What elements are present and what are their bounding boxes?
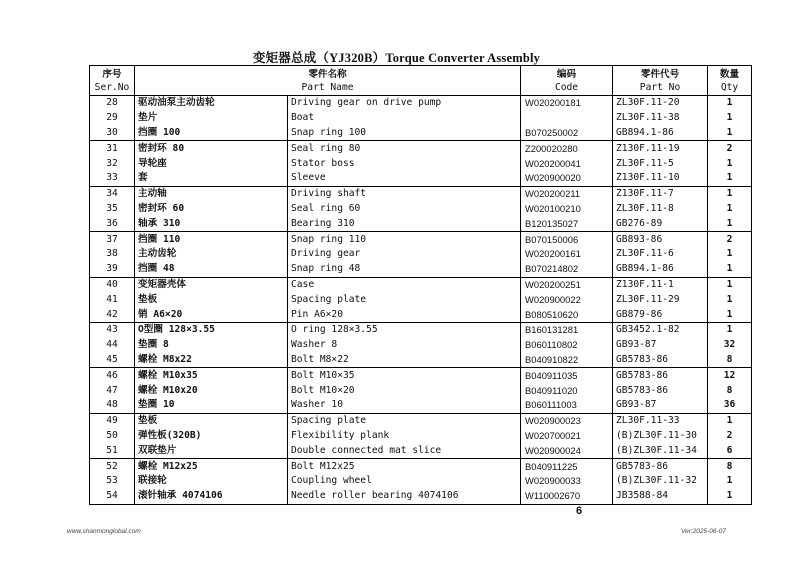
quantity: 1 bbox=[708, 322, 752, 337]
ser-no: 39 bbox=[90, 262, 135, 277]
part-name-cn: 弹性板(320B) bbox=[135, 429, 288, 444]
quantity: 1 bbox=[708, 474, 752, 489]
part-name-en: Needle roller bearing 4074106 bbox=[288, 489, 521, 504]
part-number: ZL30F.11-33 bbox=[613, 413, 708, 428]
part-name-en: Case bbox=[288, 277, 521, 292]
ser-no: 54 bbox=[90, 489, 135, 504]
part-code: B120135027 bbox=[521, 216, 613, 231]
part-name-cn: 主动轴 bbox=[135, 186, 288, 201]
ser-no: 52 bbox=[90, 459, 135, 474]
part-name-en: Boat bbox=[288, 111, 521, 126]
part-name-cn: 变矩器壳体 bbox=[135, 277, 288, 292]
header-part-no bbox=[613, 66, 708, 96]
part-code: B070250002 bbox=[521, 126, 613, 141]
page-number: 6 bbox=[576, 505, 583, 517]
ser-no: 40 bbox=[90, 277, 135, 292]
part-name-en: Stator boss bbox=[288, 156, 521, 171]
quantity: 1 bbox=[708, 307, 752, 322]
table-row bbox=[90, 307, 752, 322]
part-name-cn: 滚针轴承 4074106 bbox=[135, 489, 288, 504]
part-code: B040911020 bbox=[521, 383, 613, 398]
table-row bbox=[90, 413, 752, 428]
part-number: ZL30F.11-20 bbox=[613, 96, 708, 111]
part-code: W020200181 bbox=[521, 96, 613, 111]
part-number: ZL30F.11-6 bbox=[613, 247, 708, 262]
header-ser-cn: 序号 bbox=[102, 68, 122, 80]
part-number: Z130F.11-1 bbox=[613, 277, 708, 292]
ser-no: 45 bbox=[90, 353, 135, 368]
ser-no: 53 bbox=[90, 474, 135, 489]
header-ser-en: Ser.No bbox=[94, 81, 130, 93]
part-name-cn: 密封环 60 bbox=[135, 202, 288, 217]
part-name-en: Driving gear on drive pump bbox=[288, 96, 521, 111]
part-name-cn: 挡圈 110 bbox=[135, 232, 288, 247]
part-code: W020200041 bbox=[521, 156, 613, 171]
ser-no: 34 bbox=[90, 186, 135, 201]
part-name-en: Spacing plate bbox=[288, 413, 521, 428]
part-code: W020900022 bbox=[521, 292, 613, 307]
part-code: B060110802 bbox=[521, 338, 613, 353]
part-name-en: Washer 8 bbox=[288, 338, 521, 353]
part-code: Z200020280 bbox=[521, 141, 613, 156]
quantity: 8 bbox=[708, 353, 752, 368]
header-qty-en: Qty bbox=[720, 81, 739, 93]
part-number: (B)ZL30F.11-32 bbox=[613, 474, 708, 489]
part-name-cn: 驱动油泵主动齿轮 bbox=[135, 96, 288, 111]
table-row bbox=[90, 186, 752, 201]
part-code: W020900024 bbox=[521, 443, 613, 458]
ser-no: 48 bbox=[90, 398, 135, 413]
part-number: JB3588-84 bbox=[613, 489, 708, 504]
part-code: B160131281 bbox=[521, 322, 613, 337]
part-name-en: Washer 10 bbox=[288, 398, 521, 413]
part-code: W020900033 bbox=[521, 474, 613, 489]
part-code: B040910822 bbox=[521, 353, 613, 368]
part-name-cn: 轴承 310 bbox=[135, 216, 288, 231]
ser-no: 44 bbox=[90, 338, 135, 353]
ser-no: 51 bbox=[90, 443, 135, 458]
part-name-cn: 挡圈 48 bbox=[135, 262, 288, 277]
quantity: 1 bbox=[708, 262, 752, 277]
table-row bbox=[90, 338, 752, 353]
part-name-cn: 螺栓 M10x35 bbox=[135, 368, 288, 383]
part-name-en: Double connected mat slice bbox=[288, 443, 521, 458]
part-name-en: Seal ring 60 bbox=[288, 202, 521, 217]
part-code: W020200161 bbox=[521, 247, 613, 262]
part-name-cn: 垫板 bbox=[135, 413, 288, 428]
header-partno-cn: 零件代号 bbox=[640, 68, 680, 80]
part-name-en: Snap ring 48 bbox=[288, 262, 521, 277]
part-name-cn: 联接轮 bbox=[135, 474, 288, 489]
part-number: GB893-86 bbox=[613, 232, 708, 247]
part-number: GB3452.1-82 bbox=[613, 322, 708, 337]
part-name-en: Driving shaft bbox=[288, 186, 521, 201]
header-code bbox=[521, 66, 613, 96]
parts-table bbox=[89, 65, 752, 505]
table-row bbox=[90, 429, 752, 444]
ser-no: 38 bbox=[90, 247, 135, 262]
ser-no: 41 bbox=[90, 292, 135, 307]
part-name-cn: 螺栓 M12x25 bbox=[135, 459, 288, 474]
part-number: ZL30F.11-8 bbox=[613, 202, 708, 217]
quantity: 1 bbox=[708, 413, 752, 428]
part-name-cn: 螺栓 M8x22 bbox=[135, 353, 288, 368]
quantity: 1 bbox=[708, 96, 752, 111]
part-name-en: Sleeve bbox=[288, 171, 521, 186]
part-code: B070214802 bbox=[521, 262, 613, 277]
table-row bbox=[90, 232, 752, 247]
part-number: ZL30F.11-29 bbox=[613, 292, 708, 307]
table-row bbox=[90, 368, 752, 383]
part-name-en: O ring 128×3.55 bbox=[288, 322, 521, 337]
part-name-cn: 垫片 bbox=[135, 111, 288, 126]
part-name-en: Bolt M10×35 bbox=[288, 368, 521, 383]
ser-no: 49 bbox=[90, 413, 135, 428]
part-code: B040911035 bbox=[521, 368, 613, 383]
part-number: ZL30F.11-38 bbox=[613, 111, 708, 126]
header-part-name bbox=[135, 66, 521, 96]
quantity: 2 bbox=[708, 429, 752, 444]
part-name-en: Pin A6×20 bbox=[288, 307, 521, 322]
part-number: ZL30F.11-5 bbox=[613, 156, 708, 171]
header-name-en: Part Name bbox=[301, 81, 354, 93]
header-code-en: Code bbox=[554, 81, 579, 93]
ser-no: 46 bbox=[90, 368, 135, 383]
ser-no: 32 bbox=[90, 156, 135, 171]
header-code-cn: 编码 bbox=[556, 68, 577, 80]
table-row bbox=[90, 216, 752, 231]
part-name-cn: 套 bbox=[135, 171, 288, 186]
part-number: Z130F.11-7 bbox=[613, 186, 708, 201]
quantity: 1 bbox=[708, 156, 752, 171]
header-qty-cn: 数量 bbox=[719, 68, 740, 80]
quantity: 1 bbox=[708, 202, 752, 217]
ser-no: 36 bbox=[90, 216, 135, 231]
quantity: 2 bbox=[708, 141, 752, 156]
part-name-cn: 密封环 80 bbox=[135, 141, 288, 156]
table-row bbox=[90, 111, 752, 126]
header-ser bbox=[90, 66, 135, 96]
quantity: 2 bbox=[708, 232, 752, 247]
part-name-en: Flexibility plank bbox=[288, 429, 521, 444]
part-name-cn: 挡圈 100 bbox=[135, 126, 288, 141]
table-row bbox=[90, 474, 752, 489]
quantity: 32 bbox=[708, 338, 752, 353]
part-number: GB5783-86 bbox=[613, 368, 708, 383]
part-number: (B)ZL30F.11-34 bbox=[613, 443, 708, 458]
part-name-cn: 主动齿轮 bbox=[135, 247, 288, 262]
part-code: W020200251 bbox=[521, 277, 613, 292]
quantity: 8 bbox=[708, 459, 752, 474]
table-row bbox=[90, 459, 752, 474]
part-name-cn: 垫板 bbox=[135, 292, 288, 307]
part-code: W110002670 bbox=[521, 489, 613, 504]
table-row bbox=[90, 383, 752, 398]
header-partno-en: Part No bbox=[639, 81, 681, 93]
table-row bbox=[90, 126, 752, 141]
part-number: GB93-87 bbox=[613, 398, 708, 413]
quantity: 12 bbox=[708, 368, 752, 383]
ser-no: 35 bbox=[90, 202, 135, 217]
table-row bbox=[90, 141, 752, 156]
quantity: 1 bbox=[708, 126, 752, 141]
quantity: 1 bbox=[708, 186, 752, 201]
part-number: GB5783-86 bbox=[613, 353, 708, 368]
table-body bbox=[90, 96, 752, 505]
page-title: 变矩器总成（YJ320B）Torque Converter Assembly bbox=[252, 51, 541, 65]
part-name-en: Bolt M12x25 bbox=[288, 459, 521, 474]
part-name-cn: 螺栓 M10x20 bbox=[135, 383, 288, 398]
ser-no: 31 bbox=[90, 141, 135, 156]
part-name-cn: 销 A6×20 bbox=[135, 307, 288, 322]
part-code: B060111003 bbox=[521, 398, 613, 413]
quantity: 36 bbox=[708, 398, 752, 413]
quantity: 1 bbox=[708, 489, 752, 504]
quantity: 1 bbox=[708, 292, 752, 307]
table-row bbox=[90, 156, 752, 171]
part-number: GB894.1-86 bbox=[613, 262, 708, 277]
part-code: W020900020 bbox=[521, 171, 613, 186]
part-number: GB93-87 bbox=[613, 338, 708, 353]
part-name-cn: O型圈 128×3.55 bbox=[135, 322, 288, 337]
table-row bbox=[90, 171, 752, 186]
part-code: W020100210 bbox=[521, 202, 613, 217]
table-row bbox=[90, 96, 752, 111]
part-number: GB276-89 bbox=[613, 216, 708, 231]
part-name-en: Seal ring 80 bbox=[288, 141, 521, 156]
table-row bbox=[90, 247, 752, 262]
part-code: W020700021 bbox=[521, 429, 613, 444]
table-row bbox=[90, 202, 752, 217]
table-row bbox=[90, 489, 752, 504]
part-name-en: Snap ring 100 bbox=[288, 126, 521, 141]
ser-no: 29 bbox=[90, 111, 135, 126]
part-name-en: Bolt M8×22 bbox=[288, 353, 521, 368]
quantity: 8 bbox=[708, 383, 752, 398]
quantity: 6 bbox=[708, 443, 752, 458]
ser-no: 37 bbox=[90, 232, 135, 247]
header-qty bbox=[708, 66, 752, 96]
part-code: B040911225 bbox=[521, 459, 613, 474]
part-code: W020900023 bbox=[521, 413, 613, 428]
part-name-cn: 垫圈 10 bbox=[135, 398, 288, 413]
ser-no: 30 bbox=[90, 126, 135, 141]
part-number: (B)ZL30F.11-30 bbox=[613, 429, 708, 444]
part-name-en: Driving gear bbox=[288, 247, 521, 262]
ser-no: 47 bbox=[90, 383, 135, 398]
part-code: B080510620 bbox=[521, 307, 613, 322]
quantity: 1 bbox=[708, 216, 752, 231]
quantity: 1 bbox=[708, 171, 752, 186]
part-code: B070150006 bbox=[521, 232, 613, 247]
part-name-cn: 垫圈 8 bbox=[135, 338, 288, 353]
table-row bbox=[90, 398, 752, 413]
part-number: Z130F.11-10 bbox=[613, 171, 708, 186]
table-header bbox=[90, 66, 752, 96]
ser-no: 50 bbox=[90, 429, 135, 444]
part-name-en: Bolt M10×20 bbox=[288, 383, 521, 398]
part-number: GB5783-86 bbox=[613, 383, 708, 398]
table-row bbox=[90, 262, 752, 277]
part-name-en: Coupling wheel bbox=[288, 474, 521, 489]
quantity: 1 bbox=[708, 111, 752, 126]
part-number: GB5783-86 bbox=[613, 459, 708, 474]
footer-website: www.shanmonglobal.com bbox=[67, 528, 141, 535]
part-number: GB879-86 bbox=[613, 307, 708, 322]
part-number: GB894.1-86 bbox=[613, 126, 708, 141]
part-name-en: Snap ring 110 bbox=[288, 232, 521, 247]
part-number: Z130F.11-19 bbox=[613, 141, 708, 156]
header-name-cn: 零件名称 bbox=[308, 68, 347, 80]
table-row bbox=[90, 292, 752, 307]
table-row bbox=[90, 353, 752, 368]
footer-version: Ver:2025-06-07 bbox=[681, 528, 726, 535]
part-code: W020200211 bbox=[521, 186, 613, 201]
table-row bbox=[90, 277, 752, 292]
part-name-en: Spacing plate bbox=[288, 292, 521, 307]
part-name-en: Bearing 310 bbox=[288, 216, 521, 231]
ser-no: 43 bbox=[90, 322, 135, 337]
ser-no: 42 bbox=[90, 307, 135, 322]
part-name-cn: 导轮座 bbox=[135, 156, 288, 171]
part-name-cn: 双联垫片 bbox=[135, 443, 288, 458]
quantity: 1 bbox=[708, 247, 752, 262]
table-row bbox=[90, 443, 752, 458]
part-code bbox=[521, 111, 613, 126]
ser-no: 33 bbox=[90, 171, 135, 186]
ser-no: 28 bbox=[90, 96, 135, 111]
quantity: 1 bbox=[708, 277, 752, 292]
table-row bbox=[90, 322, 752, 337]
